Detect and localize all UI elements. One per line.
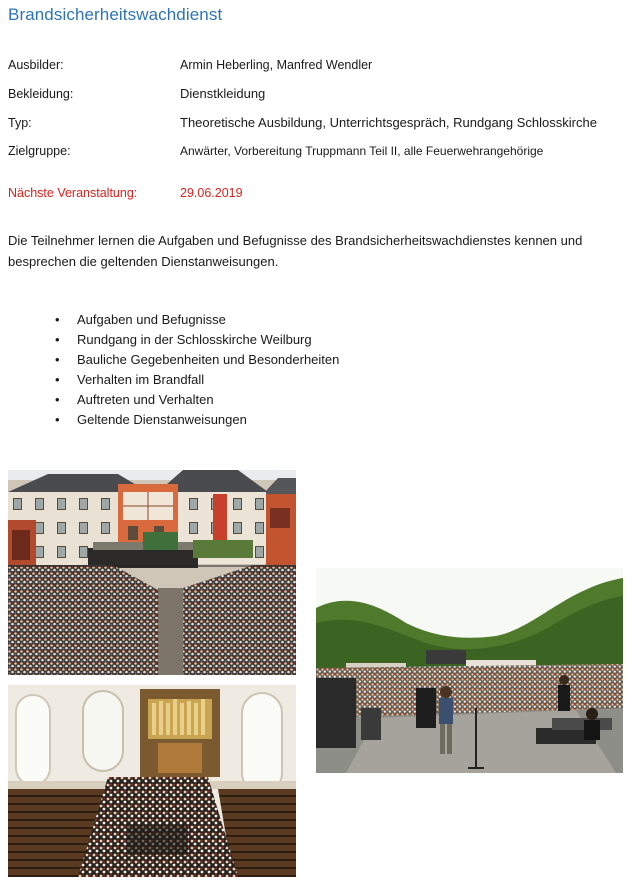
bullet-icon: • bbox=[55, 392, 60, 407]
list-item-text: Rundgang in der Schlosskirche Weilburg bbox=[77, 332, 312, 347]
bullet-icon: • bbox=[55, 352, 60, 367]
ausbilder-value: Armin Heberling, Manfred Wendler bbox=[180, 58, 373, 72]
church-interior-concert-photo bbox=[8, 685, 296, 877]
bullet-icon: • bbox=[55, 332, 60, 347]
open-air-stage-concert-photo bbox=[316, 568, 623, 773]
bekleidung-label: Bekleidung: bbox=[8, 87, 74, 101]
list-item bbox=[55, 330, 339, 350]
list-item bbox=[55, 310, 339, 330]
naechste-veranstaltung-value: 29.06.2019 bbox=[180, 186, 243, 200]
list-item bbox=[55, 390, 339, 410]
page-title: Brandsicherheitswachdienst bbox=[8, 5, 223, 24]
list-item-text: Geltende Dienstanweisungen bbox=[77, 412, 247, 427]
ausbilder-label: Ausbilder: bbox=[8, 58, 64, 72]
bullet-icon: • bbox=[55, 312, 60, 327]
bullet-icon: • bbox=[55, 372, 60, 387]
intro-paragraph: Die Teilnehmer lernen die Aufgaben und Befugnisse des Brandsicherheitswachdienstes kennen und besprechen die geltenden Dienstanweisungen. bbox=[8, 233, 583, 269]
typ-value: Theoretische Ausbildung, Unterrichtsgespräch, Rundgang Schlosskirche bbox=[180, 115, 597, 130]
list-item-text: Verhalten im Brandfall bbox=[77, 372, 205, 387]
bullet-icon: • bbox=[55, 412, 60, 427]
list-item bbox=[55, 410, 339, 430]
list-item bbox=[55, 370, 339, 390]
typ-label: Typ: bbox=[8, 116, 32, 130]
castle-courtyard-concert-photo bbox=[8, 470, 296, 675]
list-item bbox=[55, 350, 339, 370]
list-item-text: Auftreten und Verhalten bbox=[77, 392, 214, 407]
bekleidung-value: Dienstkleidung bbox=[180, 86, 266, 101]
zielgruppe-value: Anwärter, Vorbereitung Truppmann Teil II, alle Feuerwehrangehörige bbox=[180, 144, 544, 158]
topics-list bbox=[55, 310, 339, 430]
list-item-text: Aufgaben und Befugnisse bbox=[77, 312, 226, 327]
list-item-text: Bauliche Gegebenheiten und Besonderheiten bbox=[77, 352, 340, 367]
zielgruppe-label: Zielgruppe: bbox=[8, 144, 71, 158]
naechste-veranstaltung-label: Nächste Veranstaltung: bbox=[8, 186, 138, 200]
